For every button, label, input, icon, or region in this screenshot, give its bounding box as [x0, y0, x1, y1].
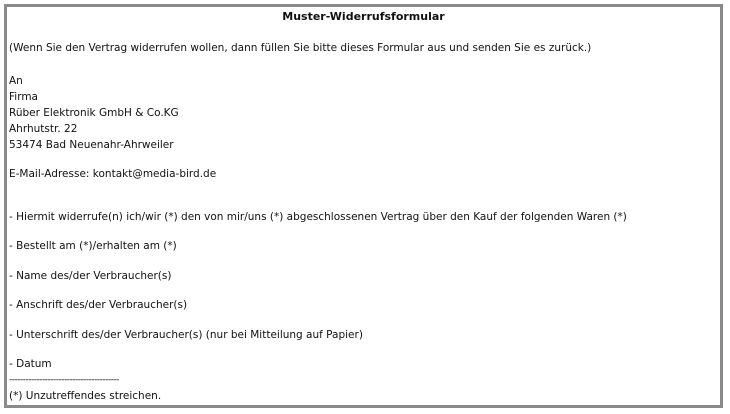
- field-withdrawal-statement: - Hiermit widerrufe(n) ich/wir (*) den von mir/uns (*) abgeschlossenen Vertrag über den Kauf der folgenden Waren (*): [9, 211, 627, 223]
- field-consumer-address: - Anschrift des/der Verbraucher(s): [9, 299, 188, 311]
- footnote: (*) Unzutreffendes streichen.: [9, 390, 162, 402]
- separator-line: ----------------------------------------: [9, 375, 119, 385]
- recipient-to: An: [9, 75, 23, 87]
- field-consumer-signature: - Unterschrift des/der Verbraucher(s) (nur bei Mitteilung auf Papier): [9, 329, 363, 341]
- field-order-date: - Bestellt am (*)/erhalten am (*): [9, 240, 177, 252]
- recipient-company-label: Firma: [9, 91, 38, 103]
- field-consumer-name: - Name des/der Verbraucher(s): [9, 270, 172, 282]
- recipient-company: Rüber Elektronik GmbH & Co.KG: [9, 107, 179, 119]
- recipient-city: 53474 Bad Neuenahr-Ahrweiler: [9, 139, 174, 151]
- contact-email: E-Mail-Adresse: kontakt@media-bird.de: [9, 168, 217, 180]
- form-title: Muster-Widerrufsformular: [282, 10, 445, 23]
- recipient-street: Ahrhutstr. 22: [9, 123, 78, 135]
- field-date: - Datum: [9, 358, 52, 370]
- form-frame: [4, 4, 723, 408]
- form-intro: (Wenn Sie den Vertrag widerrufen wollen, dann füllen Sie bitte dieses Formular aus und senden Sie es zurück.): [9, 42, 592, 54]
